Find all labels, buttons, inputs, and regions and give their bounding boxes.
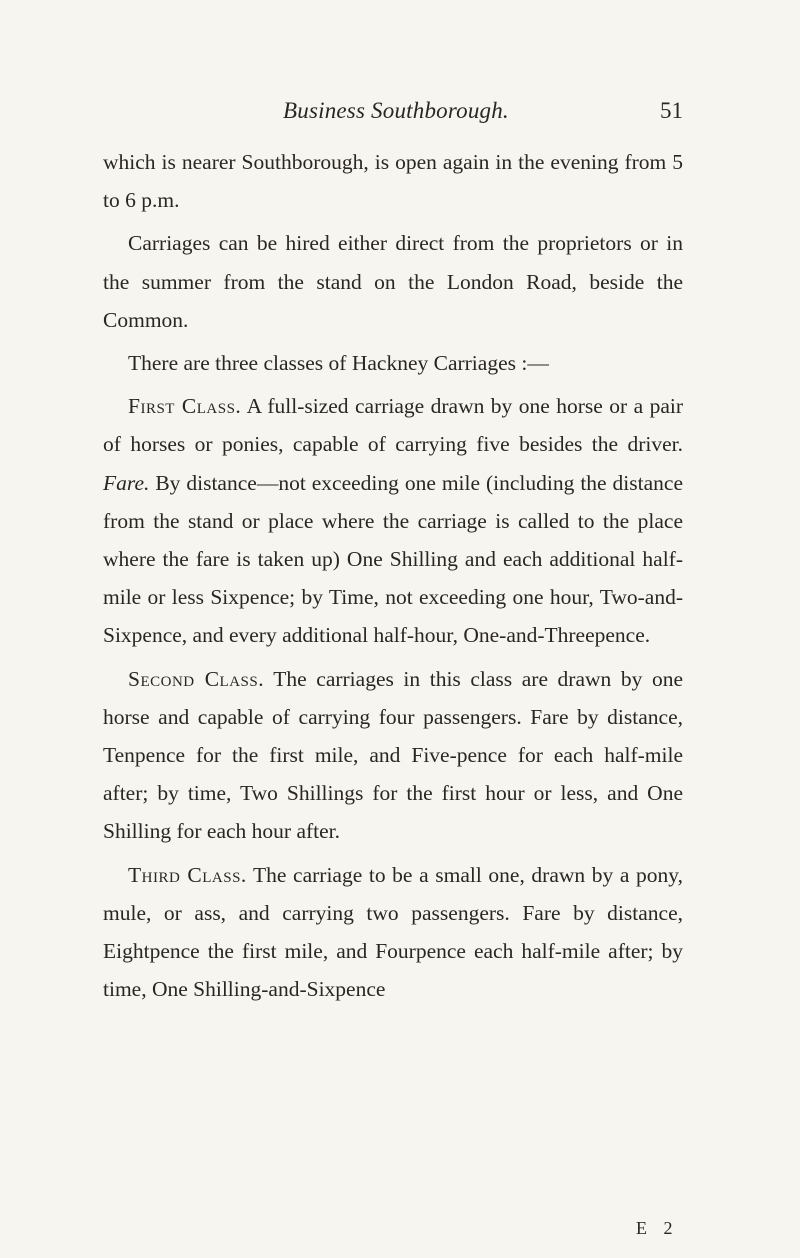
class-heading-second: Second Class. (128, 666, 265, 691)
class-heading-third: Third Class. (128, 862, 247, 887)
paragraph-3: There are three classes of Hackney Carriages :— (128, 351, 549, 376)
page-header (103, 98, 683, 132)
paragraph-second-class: Second Class. The carriages in this class are drawn by one horse and capable of carrying four passengers. Fare by distance, Tenpence for the first mile, and Five-pence for each half-mile after; by time, Two Shillings for the first hour or less, and One Shilling for each hour after. (103, 666, 683, 844)
body-text (103, 143, 683, 1008)
fare-label: Fare. (103, 470, 150, 495)
paragraph-first-class: First Class. A full-sized carriage drawn by one horse or a pair of horses or ponies, capable of carrying five besides the driver. Fare. By distance—not exceeding one mile (including the distance from the stand or place where the carriage is called to the place where the fare is taken up) One Shilling and each additional half-mile or less Sixpence; by Time, not exceeding one hour, Two-and-Sixpence, and every additional half-hour, One-and-Threepence. (103, 394, 684, 648)
signature-mark: E 2 (636, 1218, 679, 1238)
page-number: 51 (660, 98, 683, 123)
paragraph-third-class: Third Class. The carriage to be a small one, drawn by a pony, mule, or ass, and carrying two passengers. Fare by distance, Eightpence the first mile, and Fourpence each half-mile after; by time, One Shilling-and-Sixpence (103, 862, 683, 1002)
paragraph-2: Carriages can be hired either direct from the proprietors or in the summer from the stand on the London Road, beside the Common. (103, 231, 683, 332)
paragraph-1: which is nearer Southborough, is open again in the evening from 5 to 6 p.m. (103, 150, 683, 213)
class-heading-first: First Class. (128, 394, 242, 419)
running-title: Business Southborough. (283, 98, 509, 123)
